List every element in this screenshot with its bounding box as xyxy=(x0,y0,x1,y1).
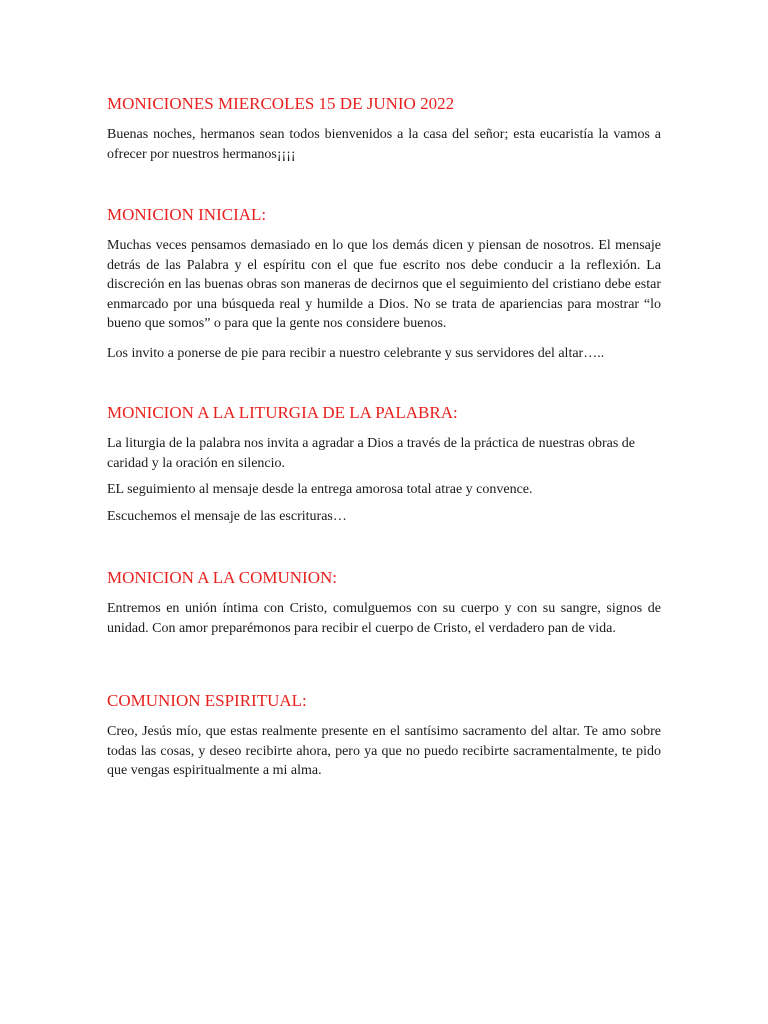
comunion-paragraph: Entremos en unión íntima con Cristo, comulguemos con su cuerpo y con su sangre, signos de unidad. Con amor preparémonos para recibir el cuerpo de Cristo, el verdadero pan de vida. xyxy=(107,601,661,636)
section-heading-liturgia-palabra: MONICION A LA LITURGIA DE LA PALABRA: xyxy=(107,403,458,422)
section-heading-monicion-inicial: MONICION INICIAL: xyxy=(107,205,267,224)
monicion-inicial-invitation: Los invito a ponerse de pie para recibir a nuestro celebrante y sus servidores del altar….. xyxy=(107,346,605,361)
document-title: MONICIONES MIERCOLES 15 DE JUNIO 2022 xyxy=(107,94,455,113)
liturgia-escuchemos-paragraph: Escuchemos el mensaje de las escrituras… xyxy=(107,509,347,524)
liturgia-paragraph: La liturgia de la palabra nos invita a agradar a Dios a través de la práctica de nuestras obras de caridad y la oración en silencio. xyxy=(107,436,636,471)
liturgia-seguimiento-paragraph: EL seguimiento al mensaje desde la entrega amorosa total atrae y convence. xyxy=(107,482,533,497)
welcome-paragraph: Buenas noches, hermanos sean todos bienvenidos a la casa del señor; esta eucaristía la vamos a ofrecer por nuestros hermanos¡¡¡¡ xyxy=(107,127,661,162)
section-heading-comunion-espiritual: COMUNION ESPIRITUAL: xyxy=(107,691,307,710)
comunion-espiritual-paragraph: Creo, Jesús mío, que estas realmente presente en el santísimo sacramento del altar. Te amo sobre todas las cosas, y deseo recibirte ahora, pero ya que no puedo recibirte sacramentalmente, te pido que vengas espiritualmente a mi alma. xyxy=(107,724,661,778)
monicion-inicial-paragraph: Muchas veces pensamos demasiado en lo que los demás dicen y piensan de nosotros. El mensaje detrás de las Palabra y el espíritu con el que fue escrito nos debe conducir a la reflexión. La discreción en las buenas obras son maneras de decirnos que el seguimiento del cristiano debe estar enmarcado por una búsqueda real y humilde a Dios. No se trata de apariencias para mostrar “lo bueno que somos” o para que la gente nos considere buenos. xyxy=(107,238,661,331)
section-heading-comunion: MONICION A LA COMUNION: xyxy=(107,568,337,587)
